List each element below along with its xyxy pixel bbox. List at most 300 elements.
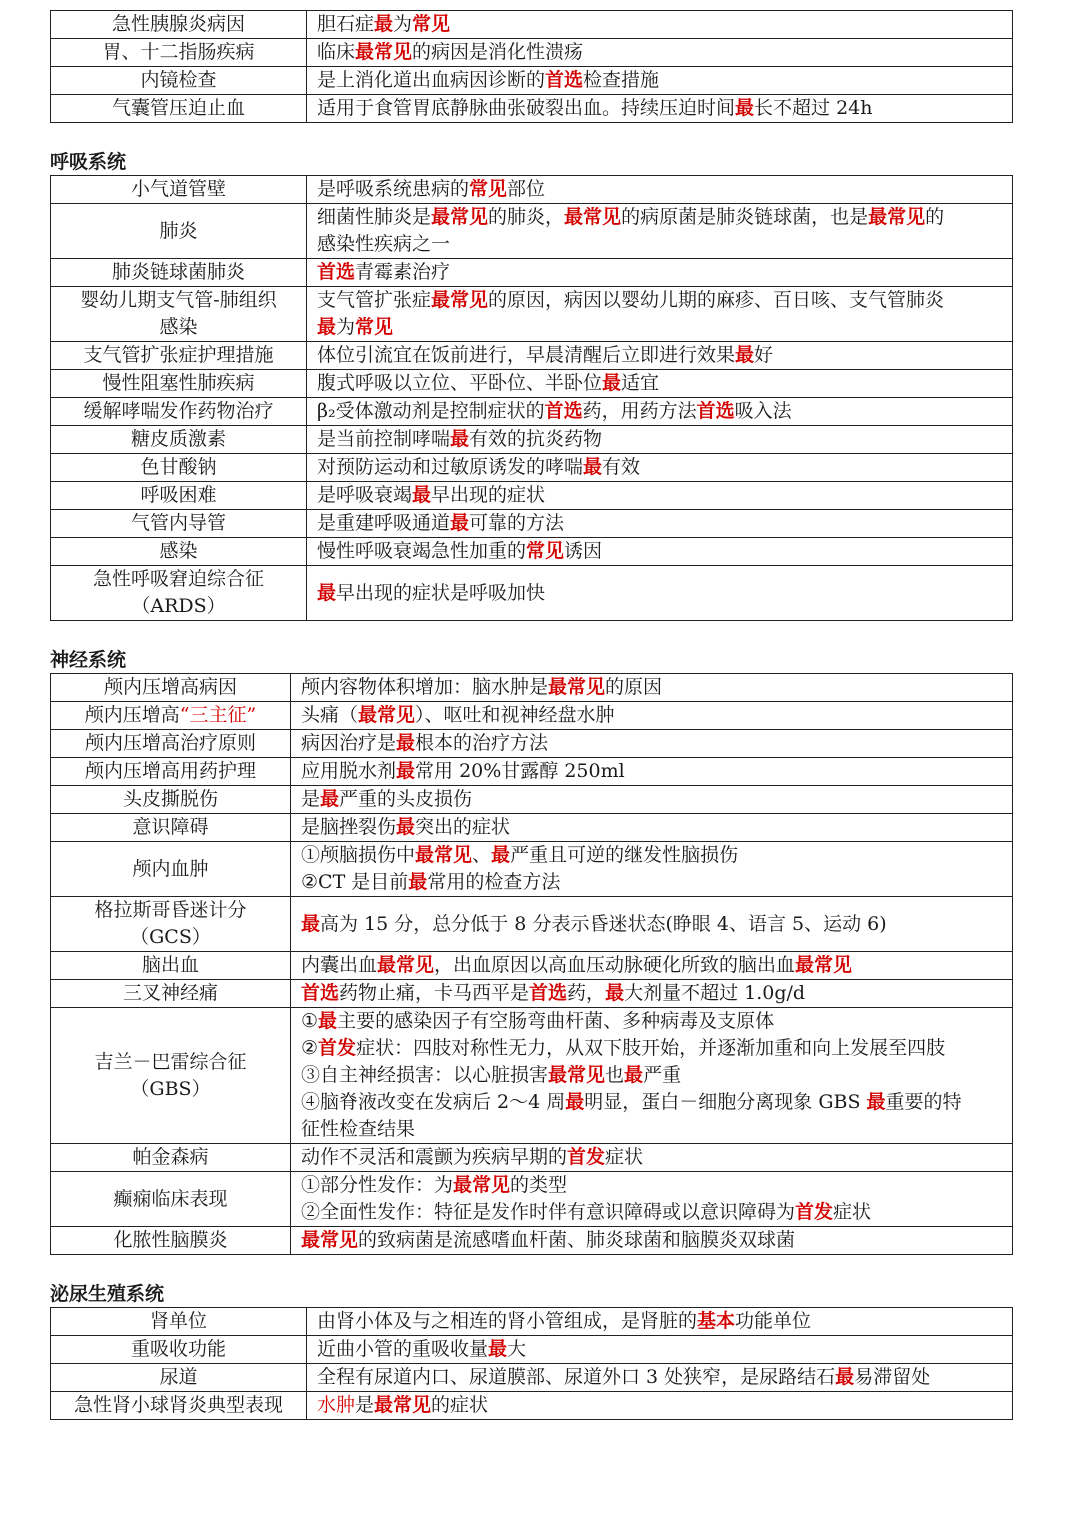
table-row [51,842,1013,897]
row-key-cell [51,370,307,398]
value-line [317,39,1002,66]
row-value-cell [307,204,1013,259]
text-segment: 急性肾小球肾炎典型表现 [73,1394,283,1416]
row-value-cell [291,1144,1013,1172]
row-value-cell [291,786,1013,814]
highlight-text: 最 [735,97,755,119]
row-key-cell [51,204,307,259]
text-segment: 是重建呼吸通道 [317,512,451,534]
table-row [51,702,1013,730]
text-segment: 细菌性肺炎是 [317,206,432,228]
highlight-text: 最常见 [564,206,622,228]
table-row [51,67,1013,95]
highlight-text: 首选 [301,982,340,1004]
highlight-text: 最常见 [548,1064,606,1086]
row-value-cell [307,510,1013,538]
text-segment: 颅内压增高 [84,704,180,726]
text-segment: 药，用药方法 [582,400,697,422]
text-segment: 化脓性脑膜炎 [113,1229,228,1251]
text-segment: 是呼吸衰竭 [317,484,413,506]
section-title: 神经系统 [50,649,127,671]
text-segment: 的症状 [431,1394,489,1416]
row-value-cell [307,538,1013,566]
text-segment: 小气道管壁 [130,178,226,200]
table-row [51,1144,1013,1172]
value-line [301,1172,1002,1199]
value-line [317,1364,1002,1391]
row-key-cell [51,426,307,454]
text-segment: 为 [336,316,356,338]
text-segment: ② [301,1037,319,1059]
row-key-cell [51,980,291,1008]
text-segment: 慢性呼吸衰竭急性加重的 [317,540,527,562]
value-line [317,342,1002,369]
value-line [301,814,1002,841]
row-value-cell [307,67,1013,95]
text-segment: ①部分性发作：为 [301,1174,454,1196]
table-row [51,259,1013,287]
knowledge-table [50,673,1013,1255]
highlight-text: 常见 [412,13,451,35]
highlight-text: 最常见 [358,704,416,726]
row-value-cell [307,482,1013,510]
value-line [317,1392,1002,1419]
row-value-cell [291,952,1013,980]
row-key-cell [51,538,307,566]
row-key-cell [51,1008,291,1144]
text-segment: 大 [507,1338,527,1360]
text-segment: 严重的头皮损伤 [339,788,473,810]
text-segment: ① [301,1010,319,1032]
highlight-text: 最 [408,871,428,893]
text-segment: ④脑脊液改变在发病后 2～4 周 [301,1091,566,1113]
text-segment: 有效 [602,456,641,478]
text-segment: 肺炎链球菌肺炎 [111,261,245,283]
text-segment: 支气管扩张症 [317,289,432,311]
text-segment: 支气管扩张症护理措施 [83,344,274,366]
row-key-cell [51,1364,307,1392]
value-line [317,95,1002,122]
value-line [301,702,1002,729]
value-line [317,1336,1002,1363]
table-row [51,398,1013,426]
row-value-cell [307,1392,1013,1420]
value-line [317,398,1002,425]
row-value-cell [307,398,1013,426]
text-segment: ②CT 是目前 [301,871,409,893]
table-row [51,287,1013,342]
highlight-text: 最常见 [301,1229,359,1251]
text-segment: ，出血原因以高血压动脉硬化所致的脑出血 [434,954,796,976]
text-segment: 根本的治疗方法 [415,732,549,754]
highlight-text: 首选 [529,982,568,1004]
row-key-cell [51,674,291,702]
text-segment: 急性呼吸窘迫综合征 [92,568,264,590]
text-segment: 症状 [605,1146,644,1168]
text-segment: 尿道 [159,1366,198,1388]
text-segment: 常用 20%甘露醇 250ml [415,760,625,782]
row-value-cell [307,39,1013,67]
section-spacer [50,123,1013,149]
text-segment: 药物止痛，卡马西平是 [339,982,530,1004]
text-segment: 气囊管压迫止血 [111,97,245,119]
text-segment: 近曲小管的重吸收量 [317,1338,489,1360]
text-segment: ③自主神经损害：以心脏损害 [301,1064,549,1086]
highlight-text: 最 [320,788,340,810]
text-segment: 部位 [507,178,546,200]
row-value-cell [307,426,1013,454]
text-segment: 脑出血 [141,954,199,976]
highlight-text: 最 [488,1338,508,1360]
highlight-text: 最常见 [795,954,853,976]
row-key-cell [51,897,291,952]
text-segment: 长不超过 24h [754,97,873,119]
text-segment: 肺炎 [159,219,198,242]
text-segment: 婴幼儿期支气管-肺组织 [80,289,277,311]
text-segment: 重吸收功能 [130,1338,226,1360]
text-segment: 头痛（ [301,704,359,726]
text-segment: 的病原菌是肺炎链球菌，也是 [621,206,869,228]
value-line [317,287,1002,314]
table-row [51,342,1013,370]
highlight-text: 最常见 [548,676,606,698]
row-key-cell [51,952,291,980]
highlight-text: 最 [450,428,470,450]
row-key-cell [51,1308,307,1336]
table-row [51,176,1013,204]
table-row [51,1392,1013,1420]
text-segment: 是呼吸系统患病的 [317,178,470,200]
row-value-cell [307,1308,1013,1336]
table-row [51,1008,1013,1144]
table-row [51,758,1013,786]
highlight-text: 首发 [795,1201,834,1223]
text-segment: 吸入法 [734,400,792,422]
row-value-cell [307,11,1013,39]
value-line [301,1008,1002,1035]
text-segment: 癫痫临床表现 [113,1187,228,1210]
highlight-text: 最 [301,912,321,935]
highlight-text: 最常见 [431,206,489,228]
text-segment: 颅内压增高用药护理 [84,760,256,782]
row-key-cell [51,39,307,67]
text-segment: 的病因是消化性溃疡 [412,41,584,63]
table-row [51,980,1013,1008]
row-key-cell [51,814,291,842]
row-value-cell [307,259,1013,287]
text-segment: 吉兰－巴雷综合征 [94,1050,247,1073]
text-segment: 检查措施 [583,69,660,91]
row-key-cell [51,1392,307,1420]
knowledge-table [50,175,1013,621]
text-segment: 的肺炎， [488,206,565,228]
table-row [51,204,1013,259]
text-segment: 是脑挫裂伤 [301,816,397,838]
text-segment: 诱因 [564,540,603,562]
text-segment: 有效的抗炎药物 [469,428,603,450]
highlight-text: 最 [396,760,416,782]
highlight-text: 最 [450,512,470,534]
highlight-text: 基本 [697,1310,736,1332]
row-value-cell [307,95,1013,123]
text-segment: 的 [925,206,945,228]
text-segment: 颅内容物体积增加：脑水肿是 [301,676,549,698]
text-segment: （GCS） [130,926,211,948]
highlight-text: 首发 [567,1146,606,1168]
value-line [301,952,1002,979]
text-segment: 的原因 [605,676,663,698]
highlight-text: 首发 [318,1037,357,1059]
table-row [51,538,1013,566]
text-segment: 慢性阻塞性肺疾病 [102,372,255,394]
text-segment: 三叉神经痛 [122,982,218,1004]
row-value-cell [291,758,1013,786]
row-key-cell [51,1144,291,1172]
text-segment: 肾单位 [149,1310,207,1332]
table-row [51,786,1013,814]
table-row [51,1336,1013,1364]
row-value-cell [291,1172,1013,1227]
value-line [301,730,1002,757]
value-line [317,314,1002,341]
text-segment: 感染 [159,316,198,338]
highlight-text: 最 [583,456,603,478]
text-segment: ②全面性发作：特征是发作时伴有意识障碍或以意识障碍为 [301,1201,796,1223]
knowledge-table [50,1307,1013,1420]
row-value-cell [291,674,1013,702]
value-line [301,869,1002,896]
text-segment: 好 [754,344,774,366]
row-value-cell [291,702,1013,730]
row-value-cell [307,287,1013,342]
row-key-cell [51,398,307,426]
row-value-cell [291,730,1013,758]
text-segment: 体位引流宜在饭前进行，早晨清醒后立即进行效果 [317,344,736,366]
table-row [51,39,1013,67]
value-line [301,1062,1002,1089]
text-segment: 的类型 [510,1174,568,1196]
section-spacer [50,621,1013,647]
value-line [317,1308,1002,1335]
highlight-text: 最 [318,1010,338,1032]
text-segment: 颅内压增高病因 [103,676,237,698]
highlight-text: 最 [605,982,625,1004]
value-line [317,67,1002,94]
value-line [317,259,1002,286]
row-value-cell [291,897,1013,952]
table-row [51,11,1013,39]
text-segment: 病因治疗是 [301,732,397,754]
text-segment: 胆石症 [317,13,375,35]
highlight-text: 最 [835,1366,855,1388]
text-segment: 胃、十二指肠疾病 [102,41,255,63]
value-line [301,1227,1002,1254]
row-value-cell [291,980,1013,1008]
value-line [317,580,1002,607]
highlight-text: 首选 [317,261,356,283]
value-line [317,510,1002,537]
value-line [301,674,1002,701]
text-segment: 易滞留处 [854,1366,931,1388]
row-key-cell [51,67,307,95]
text-segment: 大剂量不超过 1.0g/d [624,982,806,1004]
row-value-cell [307,1364,1013,1392]
text-segment: 感染 [159,540,198,562]
text-segment: 突出的症状 [415,816,511,838]
value-line [301,758,1002,785]
text-segment: 急性胰腺炎病因 [111,13,245,35]
text-segment: 格拉斯哥昏迷计分 [94,899,247,921]
highlight-text: 最 [866,1091,886,1113]
highlight-text: 最 [317,581,337,604]
row-key-cell [51,11,307,39]
text-segment: 意识障碍 [132,816,209,838]
text-segment: 动作不灵活和震颤为疾病早期的 [301,1146,568,1168]
table-row [51,454,1013,482]
text-segment: 是 [301,788,321,810]
text-segment: 是 [355,1394,375,1416]
text-segment: 的原因，病因以婴幼儿期的麻疹、百日咳、支气管肺炎 [488,289,945,311]
value-line [317,231,1002,258]
table-row [51,674,1013,702]
highlight-text: 最 [317,316,337,338]
text-segment: 应用脱水剂 [301,760,397,782]
row-value-cell [307,454,1013,482]
highlight-text: 常见 [526,540,565,562]
text-segment: 内囊出血 [301,954,378,976]
text-segment: 腹式呼吸以立位、平卧位、半卧位 [317,372,603,394]
table-row [51,426,1013,454]
row-value-cell [307,342,1013,370]
text-segment: 糖皮质激素 [130,428,226,450]
value-line [301,1035,1002,1062]
text-segment: 感染性疾病之一 [317,233,451,255]
row-value-cell [291,1227,1013,1255]
text-segment: 呼吸困难 [140,484,217,506]
value-line [301,1199,1002,1226]
row-key-cell [51,730,291,758]
row-key-cell [51,176,307,204]
text-segment: 全程有尿道内口、尿道膜部、尿道外口 3 处狭窄，是尿路结石 [317,1366,836,1388]
row-key-cell [51,482,307,510]
text-segment: 色甘酸钠 [140,456,217,478]
table-row [51,1364,1013,1392]
text-segment: 临床 [317,41,356,63]
text-segment: （GBS） [130,1077,211,1100]
text-segment: 功能单位 [735,1310,812,1332]
value-line [317,454,1002,481]
table-row [51,814,1013,842]
value-line [317,482,1002,509]
highlight-text: 最常见 [431,289,489,311]
highlight-text: 最 [735,344,755,366]
row-key-cell [51,758,291,786]
text-segment: 青霉素治疗 [355,261,451,283]
highlight-text: 常见 [469,178,508,200]
value-line [317,11,1002,38]
text-segment: 也 [605,1064,625,1086]
row-key-cell [51,1172,291,1227]
value-line [301,911,1002,938]
text-segment: 症状 [833,1201,872,1223]
table-row [51,1172,1013,1227]
text-segment: 常用的检查方法 [427,871,561,893]
value-line [317,204,1002,231]
text-segment: 是上消化道出血病因诊断的 [317,69,546,91]
row-key-cell [51,566,307,621]
value-line [317,176,1002,203]
row-value-cell [291,1008,1013,1144]
text-segment: （ARDS） [131,595,226,617]
table-row [51,566,1013,621]
text-segment: 高为 15 分，总分低于 8 分表示昏迷状态(睁眼 4、语言 5、运动 6) [320,912,887,935]
highlight-text: 最 [565,1091,585,1113]
text-segment: 严重 [643,1064,682,1086]
row-key-cell [51,1227,291,1255]
row-key-cell [51,454,307,482]
value-line [301,1144,1002,1171]
text-segment: 的致病菌是流感嗜血杆菌、肺炎球菌和脑膜炎双球菌 [358,1229,796,1251]
table-row [51,897,1013,952]
section-title: 呼吸系统 [50,151,127,173]
highlight-text: 最常见 [453,1174,511,1196]
text-segment: 明显，蛋白－细胞分离现象 GBS [584,1091,867,1113]
text-segment: 主要的感染因子有空肠弯曲杆菌、多种病毒及支原体 [337,1010,775,1032]
table-row [51,95,1013,123]
text-segment: 早出现的症状是呼吸加快 [336,581,546,604]
highlight-text: 最常见 [374,1394,432,1416]
row-key-cell [51,287,307,342]
highlight-text: 最常见 [415,844,473,866]
knowledge-table [50,10,1013,123]
text-segment: 由肾小体及与之相连的肾小管组成，是肾脏的 [317,1310,698,1332]
row-value-cell [307,1336,1013,1364]
highlight-text: 首选 [545,69,584,91]
row-key-cell [51,342,307,370]
row-key-cell [51,95,307,123]
text-segment: 征性检查结果 [301,1118,416,1140]
highlight-text: 水肿 [317,1394,356,1416]
table-row [51,510,1013,538]
row-value-cell [307,566,1013,621]
highlight-text: 最 [624,1064,644,1086]
value-line [317,538,1002,565]
text-segment: 颅内血肿 [132,857,209,880]
highlight-text: 最常见 [868,206,926,228]
text-segment: 药， [567,982,606,1004]
text-segment: 缓解哮喘发作药物治疗 [83,400,274,422]
value-line [301,786,1002,813]
row-key-cell [51,786,291,814]
value-line [317,426,1002,453]
row-key-cell [51,1336,307,1364]
table-row [51,952,1013,980]
highlight-text: 最 [396,816,416,838]
section-title: 泌尿生殖系统 [50,1283,165,1305]
value-line [301,1116,1002,1143]
row-key-cell [51,842,291,897]
text-segment: 为 [393,13,413,35]
row-key-cell [51,702,291,730]
document-page [50,10,1013,1420]
row-value-cell [307,176,1013,204]
value-line [301,980,1002,1007]
text-segment: β₂受体激动剂是控制症状的 [317,400,545,422]
table-row [51,1227,1013,1255]
text-segment: 颅内压增高治疗原则 [84,732,256,754]
text-segment: 可靠的方法 [469,512,565,534]
text-segment: 症状：四肢对称性无力，从双下肢开始，并逐渐加重和向上发展至四肢 [356,1037,946,1059]
